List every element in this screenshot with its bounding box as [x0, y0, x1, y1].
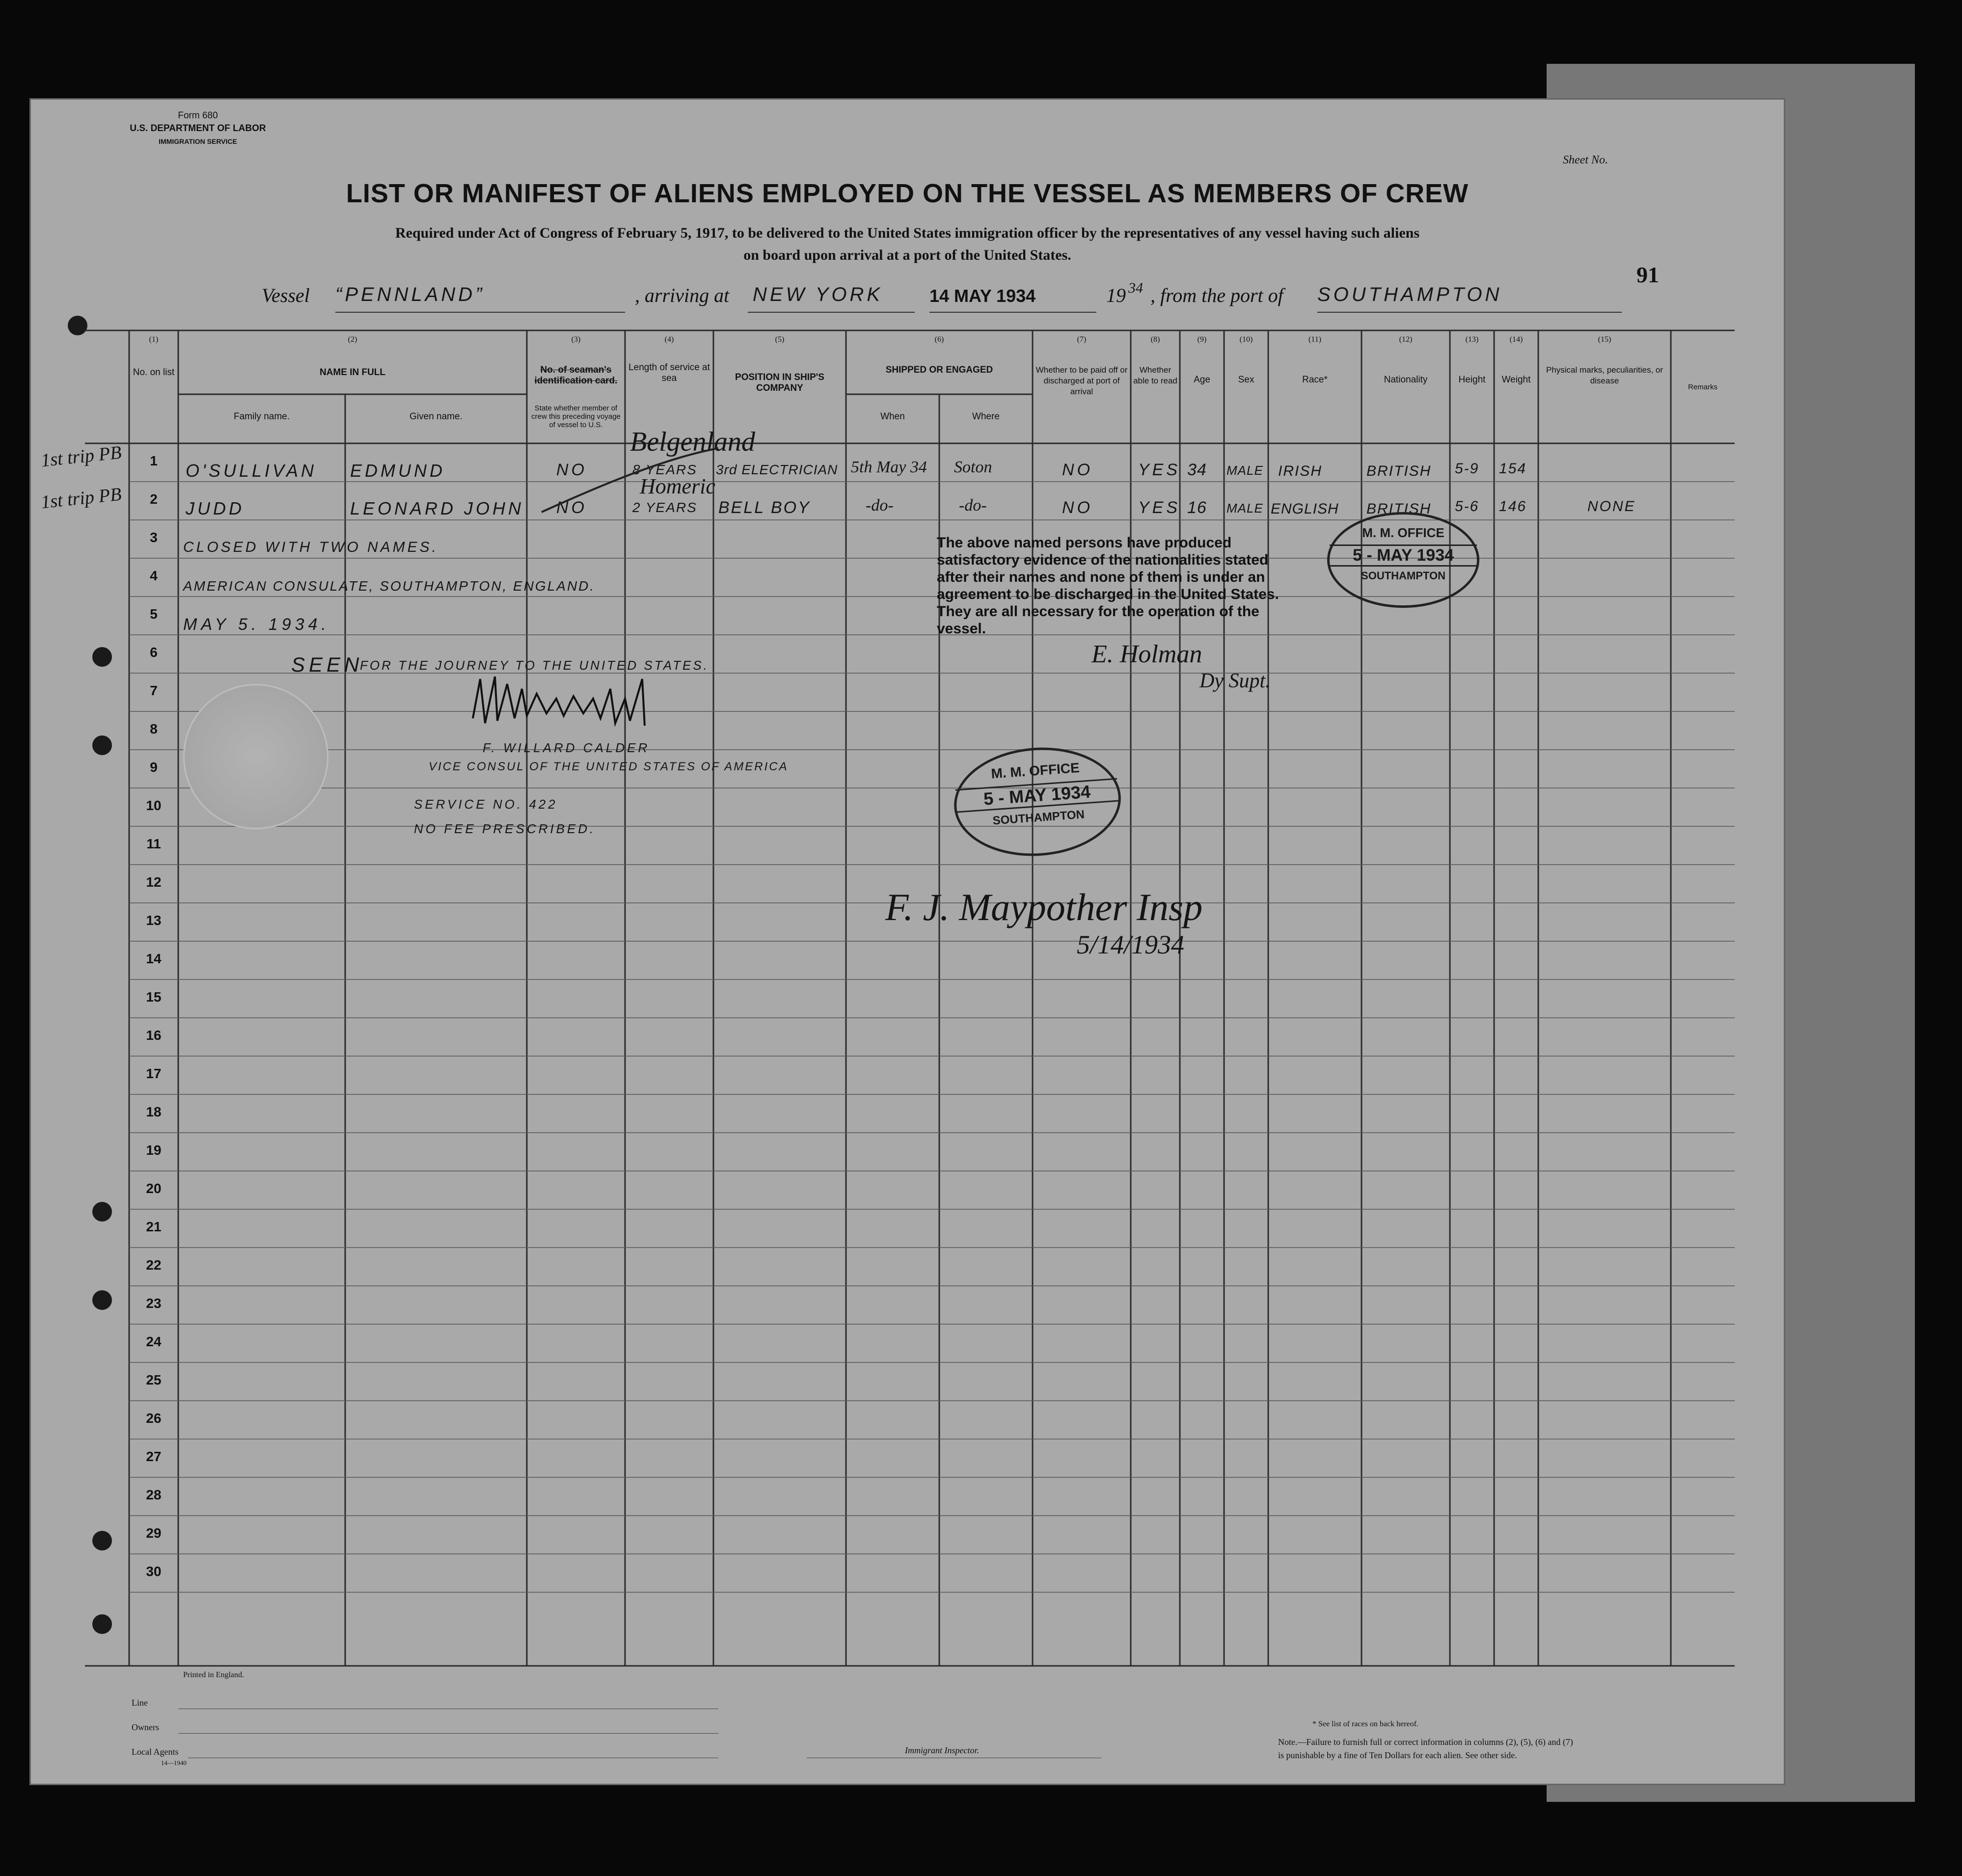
row-number: 3 [150, 530, 158, 545]
sex: MALE [1226, 501, 1263, 516]
stamp-bottom-text: SOUTHAMPTON [1361, 570, 1445, 582]
header-physical: Physical marks, peculiarities, or disease [1546, 365, 1663, 385]
id-card: NO [556, 461, 587, 479]
stamp-top-text: M. M. OFFICE [1362, 525, 1444, 540]
header-height: Height [1458, 375, 1486, 385]
service: IMMIGRATION SERVICE [159, 137, 237, 145]
row-number: 17 [146, 1066, 162, 1081]
row-number: 2 [150, 491, 158, 507]
row-number-column [136, 453, 171, 1602]
subtitle-line2: on board upon arrival at a port of the United States. [743, 247, 1071, 263]
row-number: 14 [146, 951, 162, 966]
row-number: 28 [146, 1487, 162, 1502]
from-label: , from the port of [1150, 284, 1283, 306]
footer-line-label: Line [132, 1698, 148, 1708]
superintendent-signature: E. Holman [1091, 640, 1202, 668]
col-num: (8) [1150, 335, 1160, 344]
col-num: (6) [934, 335, 944, 344]
sheet-label: Sheet No. [1563, 154, 1608, 166]
row-number: 19 [146, 1142, 162, 1158]
where: Soton [954, 458, 992, 476]
col-num: (1) [149, 335, 159, 344]
row-number: 7 [150, 683, 158, 698]
row-number: 25 [146, 1372, 162, 1387]
age: 16 [1187, 498, 1207, 517]
table-grid [31, 100, 1784, 1784]
row-number: 15 [146, 989, 162, 1005]
header-given-name: Given name. [409, 411, 463, 422]
length-service: 8 YEARS [632, 462, 697, 477]
row-number: 27 [146, 1449, 162, 1464]
manifest-page [29, 98, 1785, 1785]
header-name-in-full: NAME IN FULL [319, 367, 386, 378]
year-label: 19 [1106, 284, 1126, 306]
consulate-note: AMERICAN CONSULATE, SOUTHAMPTON, ENGLAND. [183, 578, 596, 594]
weight: 154 [1499, 461, 1527, 477]
row-number: 16 [146, 1028, 162, 1043]
header-age: Age [1194, 375, 1210, 385]
header-nationality: Nationality [1384, 375, 1428, 385]
header-race: Race* [1302, 375, 1328, 385]
seen-rest: FOR THE JOURNEY TO THE UNITED STATES. [360, 658, 709, 673]
consul-title: VICE CONSUL OF THE UNITED STATES OF AMERICA [429, 760, 789, 773]
stamp-date-text: 5 - MAY 1934 [1330, 544, 1477, 567]
inspector-label: Immigrant Inspector. [905, 1745, 979, 1755]
stamp-top-text: M. M. OFFICE [990, 760, 1080, 782]
consul-date: MAY 5. 1934. [183, 615, 330, 634]
height: 5-6 [1455, 498, 1479, 515]
when: -do- [866, 496, 894, 515]
family-name: JUDD [186, 498, 245, 518]
row-number: 18 [146, 1104, 162, 1119]
row-number: 1 [150, 453, 158, 468]
superintendent-title: Dy Supt. [1199, 670, 1271, 692]
able-read: YES [1138, 498, 1181, 517]
stamp-date-text: 5 - MAY 1934 [955, 778, 1119, 813]
vessel-name: “PENNLAND” [335, 284, 485, 305]
col-num: (9) [1197, 335, 1207, 344]
row-number: 23 [146, 1296, 162, 1311]
given-name: EDMUND [350, 461, 445, 481]
department: U.S. DEPARTMENT OF LABOR [130, 123, 266, 134]
header-able-read: Whether able to read [1133, 365, 1177, 385]
id-card: NO [556, 498, 587, 517]
from-port: SOUTHAMPTON [1317, 284, 1502, 305]
row-number: 21 [146, 1219, 162, 1234]
row-number: 29 [146, 1525, 162, 1541]
header-no-on-list: No. on list [133, 367, 175, 378]
closed-note: CLOSED WITH TWO NAMES. [183, 539, 439, 555]
header-family-name: Family name. [233, 411, 290, 422]
race: IRISH [1278, 463, 1323, 479]
footer-note: Note.—Failure to furnish full or correct information in columns (2), (5), (6) and (7) [1278, 1737, 1573, 1747]
inspector-signature: F. J. Maypother Insp [885, 886, 1203, 928]
sex: MALE [1226, 463, 1263, 478]
printed-note: Printed in England. [183, 1671, 244, 1679]
row-number: 11 [146, 836, 161, 851]
page-number: 91 [1636, 262, 1659, 287]
physical-marks: NONE [1587, 498, 1636, 515]
col-num: (14) [1509, 335, 1523, 344]
header-id-card: No. of seaman's identification card. [534, 365, 618, 386]
footer-owners-label: Owners [132, 1722, 159, 1732]
header-remarks: Remarks [1688, 383, 1717, 391]
seen-note: SEEN [291, 653, 363, 676]
consul-signature [468, 669, 674, 733]
row-number: 24 [146, 1334, 162, 1349]
consul-name: F. WILLARD CALDER [483, 740, 650, 755]
header-where: Where [972, 411, 1000, 422]
arriving-label: , arriving at [635, 284, 730, 306]
where: -do- [959, 496, 987, 515]
arriving-port: NEW YORK [753, 284, 883, 305]
col-num: (11) [1308, 335, 1322, 344]
races-note: * See list of races on back hereof. [1312, 1720, 1418, 1728]
col-num: (13) [1465, 335, 1479, 344]
stamp-bottom-text: SOUTHAMPTON [992, 808, 1085, 828]
col-num: (12) [1399, 335, 1413, 344]
embossed-seal [183, 684, 328, 829]
paid-off: NO [1062, 461, 1093, 479]
declaration-text: The above named persons have produced satisfactory evidence of the nationalities stated after their names and none of them is under an agreement to be discharged in the United States. They are all necessary for the operation of the vessel. [937, 535, 1279, 637]
row-number: 13 [146, 913, 162, 928]
page-title: LIST OR MANIFEST OF ALIENS EMPLOYED ON THE VESSEL AS MEMBERS OF CREW [346, 179, 1469, 208]
row-number: 10 [146, 798, 162, 813]
row-number: 6 [150, 645, 158, 660]
nationality: BRITISH [1366, 501, 1432, 517]
row-number: 4 [150, 568, 158, 583]
col-num: (7) [1077, 335, 1087, 344]
nationality: BRITISH [1366, 463, 1432, 479]
when: 5th May 34 [851, 458, 927, 476]
col-num: (4) [664, 335, 674, 344]
inspector-date: 5/14/1934 [1077, 930, 1185, 959]
height: 5-9 [1455, 461, 1479, 477]
col-num: (10) [1239, 335, 1253, 344]
race: ENGLISH [1271, 501, 1339, 517]
position: 3rd ELECTRICIAN [716, 462, 838, 477]
paid-off: NO [1062, 498, 1093, 517]
id-strike-mark [537, 443, 723, 517]
footer-owners-rule [178, 1733, 718, 1734]
col-num: (5) [775, 335, 785, 344]
col-num: (3) [571, 335, 581, 344]
row-number: 12 [146, 874, 162, 890]
header-shipped: SHIPPED OR ENGAGED [885, 365, 993, 375]
header-sex: Sex [1238, 375, 1254, 385]
header-length-service: Length of service at sea [628, 362, 710, 383]
margin-note: 1st trip PB [40, 442, 123, 471]
header-paid-off: Whether to be paid off or discharged at port of arrival [1036, 365, 1128, 396]
row-number: 26 [146, 1411, 162, 1426]
mm-office-stamp [1327, 512, 1479, 608]
row-number: 30 [146, 1564, 162, 1579]
age: 34 [1187, 461, 1207, 479]
position: BELL BOY [718, 498, 811, 517]
fee-note: NO FEE PRESCRIBED. [414, 821, 596, 836]
given-name: LEONARD JOHN [350, 498, 524, 518]
row-number: 9 [150, 760, 158, 775]
row-number: 5 [150, 606, 158, 622]
form-number: Form 680 [178, 110, 218, 121]
vessel-label: Vessel [262, 284, 310, 306]
header-id-card-note: State whether member of crew this preceding voyage of vessel to U.S. [531, 404, 621, 429]
previous-vessel: Belgenland [630, 427, 756, 457]
subtitle-line1: Required under Act of Congress of February 5, 1917, to be delivered to the United States immigration officer by the representatives of any vessel having such aliens [395, 225, 1419, 241]
footer-note-2: is punishable by a fine of Ten Dollars for each alien. See other side. [1278, 1750, 1517, 1760]
year-value: 34 [1128, 280, 1143, 296]
col-num: (15) [1598, 335, 1611, 344]
length-service: 2 YEARS [632, 500, 697, 515]
form-code: 14—1940 [161, 1759, 187, 1767]
footer-agents-label: Local Agents [132, 1747, 179, 1757]
date-stamp: 14 MAY 1934 [929, 286, 1036, 306]
family-name: O'SULLIVAN [186, 461, 317, 481]
header-weight: Weight [1501, 375, 1531, 385]
header-position: POSITION IN SHIP'S COMPANY [735, 372, 824, 393]
row-number: 22 [146, 1257, 162, 1273]
header-when: When [880, 411, 905, 422]
row-number: 8 [150, 721, 158, 736]
weight: 146 [1499, 498, 1527, 515]
margin-note: 1st trip PB [40, 484, 123, 513]
able-read: YES [1138, 461, 1181, 479]
col-num: (2) [348, 335, 357, 344]
service-number: SERVICE NO. 422 [414, 797, 558, 812]
previous-vessel: Homeric [640, 474, 715, 498]
row-number: 20 [146, 1181, 162, 1196]
